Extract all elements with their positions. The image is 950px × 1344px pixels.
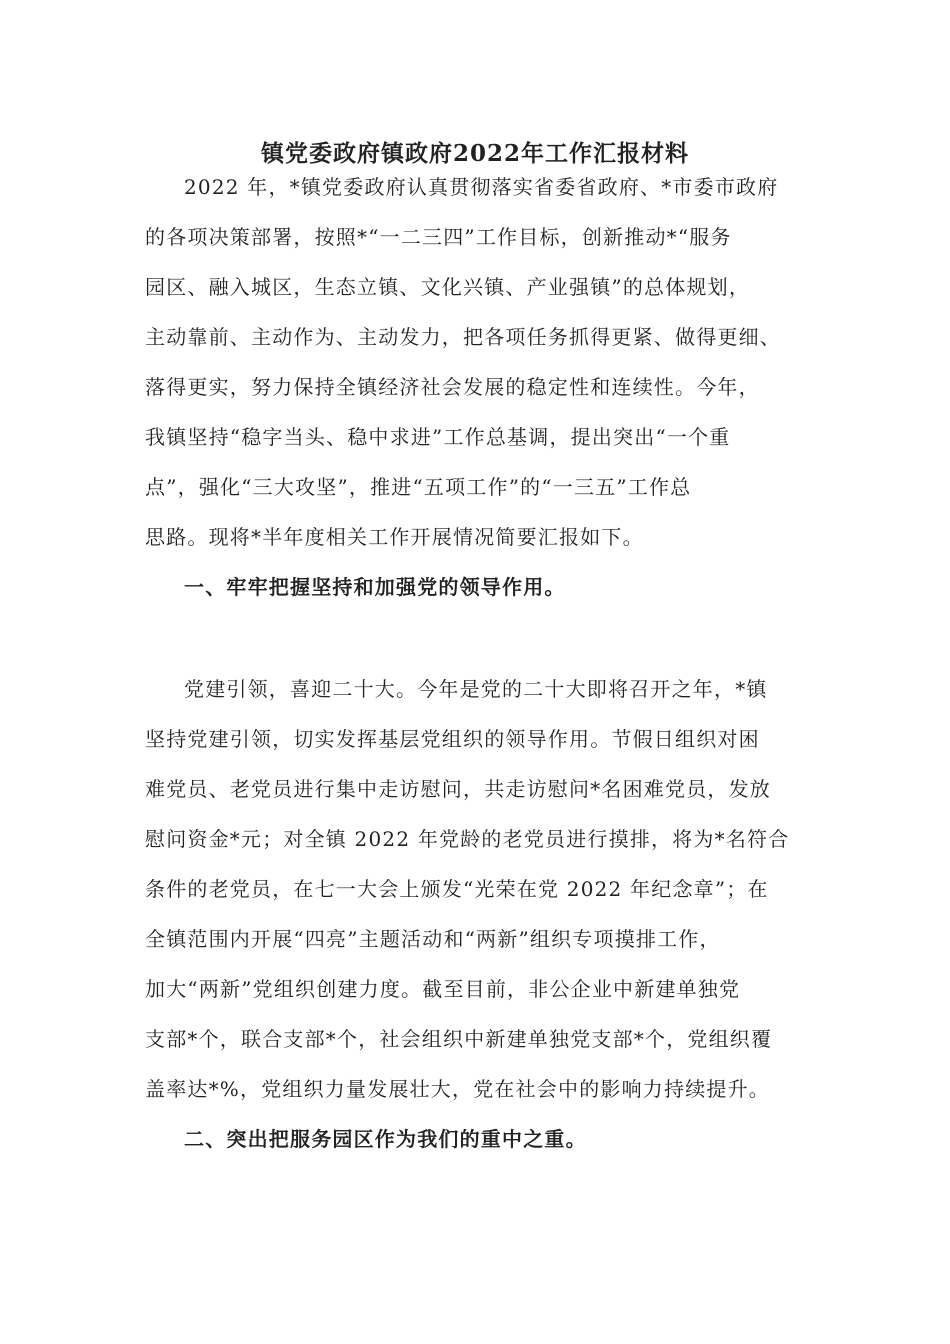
- paragraph-line: 条件的老党员，在七一大会上颁发“光荣在党 2022 年纪念章”；在: [145, 877, 769, 901]
- paragraph-line: 主动靠前、主动作为、主动发力，把各项任务抓得更紧、做得更细、: [145, 325, 781, 349]
- section-heading-1: 一、牢牢把握坚持和加强党的领导作用。: [184, 575, 566, 599]
- paragraph-line: 难党员、老党员进行集中走访慰问，共走访慰问*名困难党员，发放: [145, 777, 771, 801]
- paragraph-line: 支部*个，联合支部*个，社会组织中新建单独党支部*个，党组织覆: [145, 1027, 773, 1051]
- paragraph-line: 落得更实，努力保持全镇经济社会发展的稳定性和连续性。今年，: [145, 375, 760, 399]
- paragraph-line: 我镇坚持“稳字当头、稳中求进”工作总基调，提出突出“一个重: [145, 425, 731, 449]
- paragraph-line: 点”，强化“三大攻坚”，推进“五项工作”的“一三五”工作总: [145, 475, 692, 499]
- section-heading-2: 二、突出把服务园区作为我们的重中之重。: [184, 1127, 587, 1151]
- document-title: 镇党委政府镇政府2022年工作汇报材料: [260, 140, 689, 167]
- paragraph-line: 的各项决策部署，按照*“一二三四”工作目标，创新推动*“服务: [145, 225, 732, 249]
- paragraph-line: 盖率达*%，党组织力量发展壮大，党在社会中的影响力持续提升。: [145, 1077, 771, 1101]
- paragraph-line: 党建引领，喜迎二十大。今年是党的二十大即将召开之年，*镇: [184, 677, 768, 701]
- paragraph-line: 坚持党建引领，切实发挥基层党组织的领导作用。节假日组织对困: [145, 727, 760, 751]
- paragraph-line: 园区、融入城区，生态立镇、文化兴镇、产业强镇”的总体规划，: [145, 275, 751, 299]
- paragraph-line: 2022 年，*镇党委政府认真贯彻落实省委省政府、*市委市政府: [184, 175, 779, 199]
- paragraph-line: 全镇范围内开展“四亮”主题活动和“两新”组织专项摸排工作，: [145, 927, 721, 951]
- paragraph-line: 慰问资金*元；对全镇 2022 年党龄的老党员进行摸排，将为*名符合: [145, 827, 790, 851]
- paragraph-line: 思路。现将*半年度相关工作开展情况简要汇报如下。: [145, 525, 644, 549]
- paragraph-line: 加大“两新”党组织创建力度。截至目前，非公企业中新建单独党: [145, 977, 741, 1001]
